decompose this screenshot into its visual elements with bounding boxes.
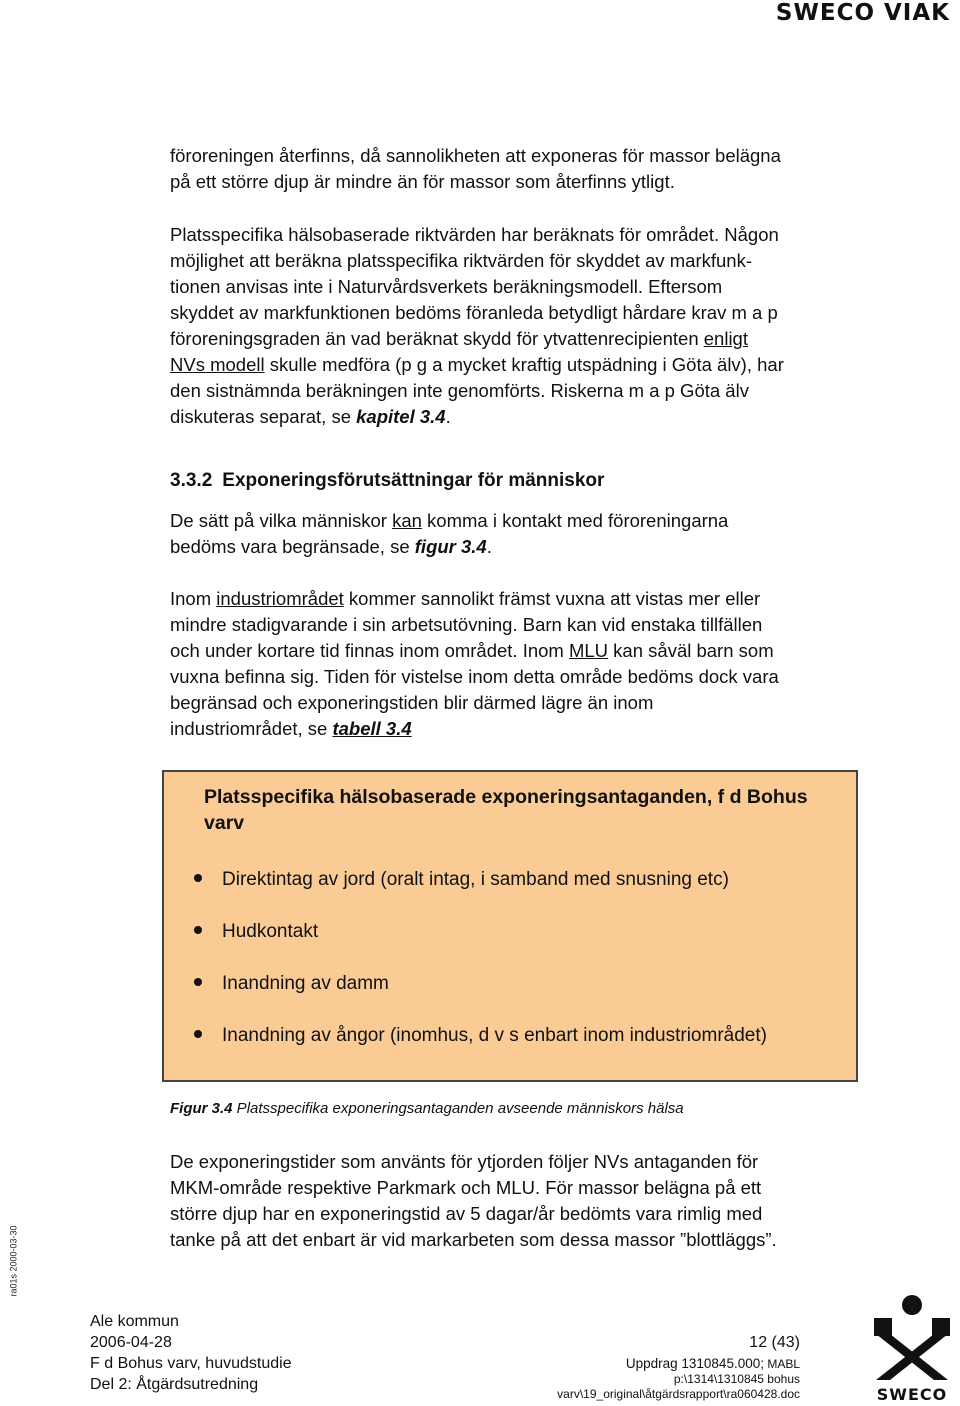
footer-right xyxy=(557,1356,800,1402)
footer-date: 2006-04-28 xyxy=(90,1334,172,1351)
text-line: Platsspecifika hälsobaserade riktvärden har beräknats för området. Någon xyxy=(170,224,779,245)
list-item-text: Inandning av damm xyxy=(222,973,389,994)
section-heading xyxy=(170,470,604,492)
list-item xyxy=(194,867,729,893)
logo-wordmark: SWECO xyxy=(876,1385,948,1404)
paragraph-5 xyxy=(170,1149,860,1253)
text-line: möjlighet att beräkna platsspecifika riktvärden för skyddet av markfunk- xyxy=(170,250,752,271)
text-line: . xyxy=(445,406,451,427)
bullet-icon xyxy=(194,1030,202,1038)
paragraph-4 xyxy=(170,586,860,742)
bullet-icon xyxy=(194,926,202,934)
sweco-logo xyxy=(872,1294,952,1404)
list-item-text: Direktintag av jord (oralt intag, i samband med snusning etc) xyxy=(222,869,729,890)
footer-project: F d Bohus varv, huvudstudie xyxy=(90,1355,292,1372)
footer-client: Ale kommun xyxy=(90,1313,179,1330)
text-line: begränsad och exponeringstiden blir därmed lägre än inom xyxy=(170,692,654,713)
underlined-text: enligt xyxy=(703,328,748,349)
text-line: föroreningen återfinns, då sannolikheten att exponeras för massor belägna xyxy=(170,145,781,166)
text-line: kommer sannolikt främst vuxna att vistas mer eller xyxy=(343,588,761,609)
bullet-icon xyxy=(194,978,202,986)
box-title: Platsspecifika hälsobaserade exponeringsantaganden, f d Bohus varv xyxy=(204,786,808,834)
figure-caption xyxy=(170,1100,684,1117)
paragraph-2 xyxy=(170,222,860,430)
exposure-box xyxy=(162,770,858,1082)
underlined-text: NVs modell xyxy=(170,354,265,375)
list-item-text: Hudkontakt xyxy=(222,921,319,942)
text-line: Inom xyxy=(170,588,217,609)
underlined-text: kan xyxy=(392,510,422,531)
chapter-reference: kapitel 3.4 xyxy=(356,406,446,427)
text-line: MKM-område respektive Parkmark och MLU. För massor belägna på ett xyxy=(170,1177,762,1198)
section-title: Exponeringsförutsättningar för människor xyxy=(222,470,605,491)
underlined-text: MLU xyxy=(568,640,609,661)
text-line: komma i kontakt med föroreningarna xyxy=(421,510,729,531)
footer-part: Del 2: Åtgärdsutredning xyxy=(90,1376,259,1393)
bullet-icon xyxy=(194,874,202,882)
text-line: diskuteras separat, se xyxy=(170,406,357,427)
text-line: föroreningsgraden än vad beräknat skydd för ytvattenrecipienten xyxy=(170,328,704,349)
page-number: 12 (43) xyxy=(749,1334,800,1351)
file-path-2: varv\19_original\åtgärdsrapport\ra060428.doc xyxy=(557,1387,800,1401)
figure-reference: figur 3.4 xyxy=(414,536,487,557)
initials: MABL xyxy=(763,1357,800,1371)
assignment-number: Uppdrag 1310845.000; xyxy=(625,1356,764,1371)
paragraph-1 xyxy=(170,143,860,195)
list-item xyxy=(194,919,318,945)
list-item xyxy=(194,971,389,997)
table-reference: tabell 3.4 xyxy=(332,718,412,739)
template-code: ra01s 2000-03-30 xyxy=(8,1225,19,1297)
text-line: och under kortare tid finnas inom området. Inom xyxy=(170,640,569,661)
section-number: 3.3.2 xyxy=(170,470,213,491)
text-line: den sistnämnda beräkningen inte genomförts. Riskerna m a p Göta älv xyxy=(170,380,749,401)
text-line: på ett större djup är mindre än för massor som återfinns ytligt. xyxy=(170,171,675,192)
caption-label: Figur 3.4 xyxy=(170,1100,233,1117)
text-line: De sätt på vilka människor xyxy=(170,510,393,531)
sweco-figure-icon xyxy=(872,1294,952,1386)
list-item xyxy=(194,1023,767,1049)
footer-left xyxy=(90,1311,292,1395)
text-line: bedöms vara begränsade, se xyxy=(170,536,415,557)
list-item-text: Inandning av ångor (inomhus, d v s enbart inom industriområdet) xyxy=(222,1025,767,1046)
text-line: kan såväl barn som xyxy=(608,640,774,661)
paragraph-3 xyxy=(170,508,860,560)
caption-text: Platsspecifika exponeringsantaganden avseende människors hälsa xyxy=(232,1100,684,1117)
text-line: . xyxy=(486,536,492,557)
underlined-text: industriområdet xyxy=(216,588,344,609)
text-line: industriområdet, se xyxy=(170,718,333,739)
text-line: skulle medföra (p g a mycket kraftig utspädning i Göta älv), har xyxy=(264,354,784,375)
text-line: tanke på att det enbart är vid markarbeten som dessa massor ”blottläggs”. xyxy=(170,1229,777,1250)
text-line: tionen anvisas inte i Naturvårdsverkets beräkningsmodell. Eftersom xyxy=(170,276,723,297)
file-path-1: p:\1314\1310845 bohus xyxy=(673,1372,800,1386)
text-line: skyddet av markfunktionen bedöms föranleda betydligt hårdare krav m a p xyxy=(170,302,778,323)
text-line: vuxna befinna sig. Tiden för vistelse inom detta område bedöms dock vara xyxy=(170,666,779,687)
brand-header: SWECO VIAK xyxy=(775,0,950,26)
text-line: större djup har en exponeringstid av 5 dagar/år bedömts vara rimlig med xyxy=(170,1203,763,1224)
assignment-line xyxy=(557,1356,800,1372)
text-line: mindre stadigvarande i sin arbetsutövning. Barn kan vid enstaka tillfällen xyxy=(170,614,763,635)
text-line: De exponeringstider som använts för ytjorden följer NVs antaganden för xyxy=(170,1151,759,1172)
